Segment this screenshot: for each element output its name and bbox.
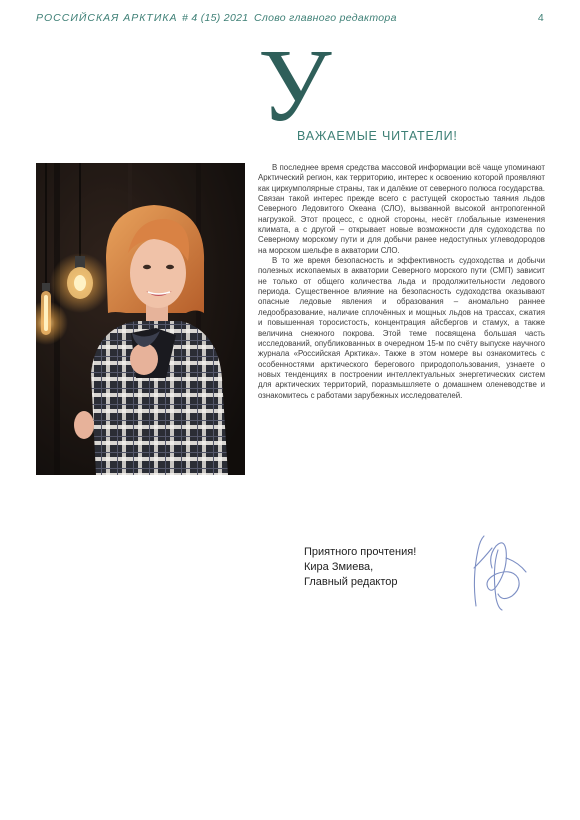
section-title: Слово главного редактора (254, 12, 397, 24)
page-header (36, 12, 544, 28)
magazine-name: РОССИЙСКАЯ АРКТИКА (36, 12, 178, 24)
issue-number: # 4 (15) 2021 (182, 12, 249, 24)
drop-cap: У (258, 28, 332, 143)
editor-photo (36, 163, 245, 475)
editor-role: Главный редактор (304, 576, 398, 588)
paragraph-2: В то же время безопасность и эффективность судоходства и добычи полезных ископаемых в акватории Северного морского пути (СМП) зависит не только от общего количества льда и продолжительности ледового периода. Существенное влияние на безопасность судоходства оказывают опасные ледовые явления и образования – аномально раннее ледообразование, наличие сплочённых и мощных льдов на трассах, сжатия и повышенная торосистость, концентрация айсбергов и стамух, а также величина снежного покрова. Этой теме посвящена большая часть исследований, опубликованных в очередном 15-м по счёту выпуске научного журнала «Российская Арктика». Также в этом номере вы ознакомитесь с особенностями арктического берегового природопользования, узнаете о новых тенденциях в построении интеллектуальных энергетических систем для арктических территорий, поразмышляете о домашнем оленеводстве и ознакомитесь с работами зарубежных исследователей. (258, 256, 545, 400)
editor-name: Кира Змиева, (304, 561, 374, 573)
signoff (304, 545, 416, 590)
greeting-heading: ВАЖАЕМЫЕ ЧИТАТЕЛИ! (297, 129, 458, 143)
signoff-wish: Приятного прочтения! (304, 546, 417, 558)
editorial-text (258, 163, 545, 401)
paragraph-1: В последнее время средства массовой информации всё чаще упоминают Арктический регион, как территорию, интерес к освоению которой проявляют как циркумполярные страны, так и далёкие от северного полюса государства. Связан такой интерес прежде всего с растущей скоростью таяния льдов Северного Ледовитого Океана (СЛО), вызванной высокой антропогенной нагрузкой. Этот процесс, с одной стороны, несёт глобальные изменения климата, а с другой – открывает новые возможности для судоходства по Северному морскому пути и для добычи ранее недоступных углеводородов на морском шельфе в акватории СЛО. (258, 163, 545, 255)
signature-icon (462, 528, 534, 616)
page-number: 4 (537, 12, 544, 24)
